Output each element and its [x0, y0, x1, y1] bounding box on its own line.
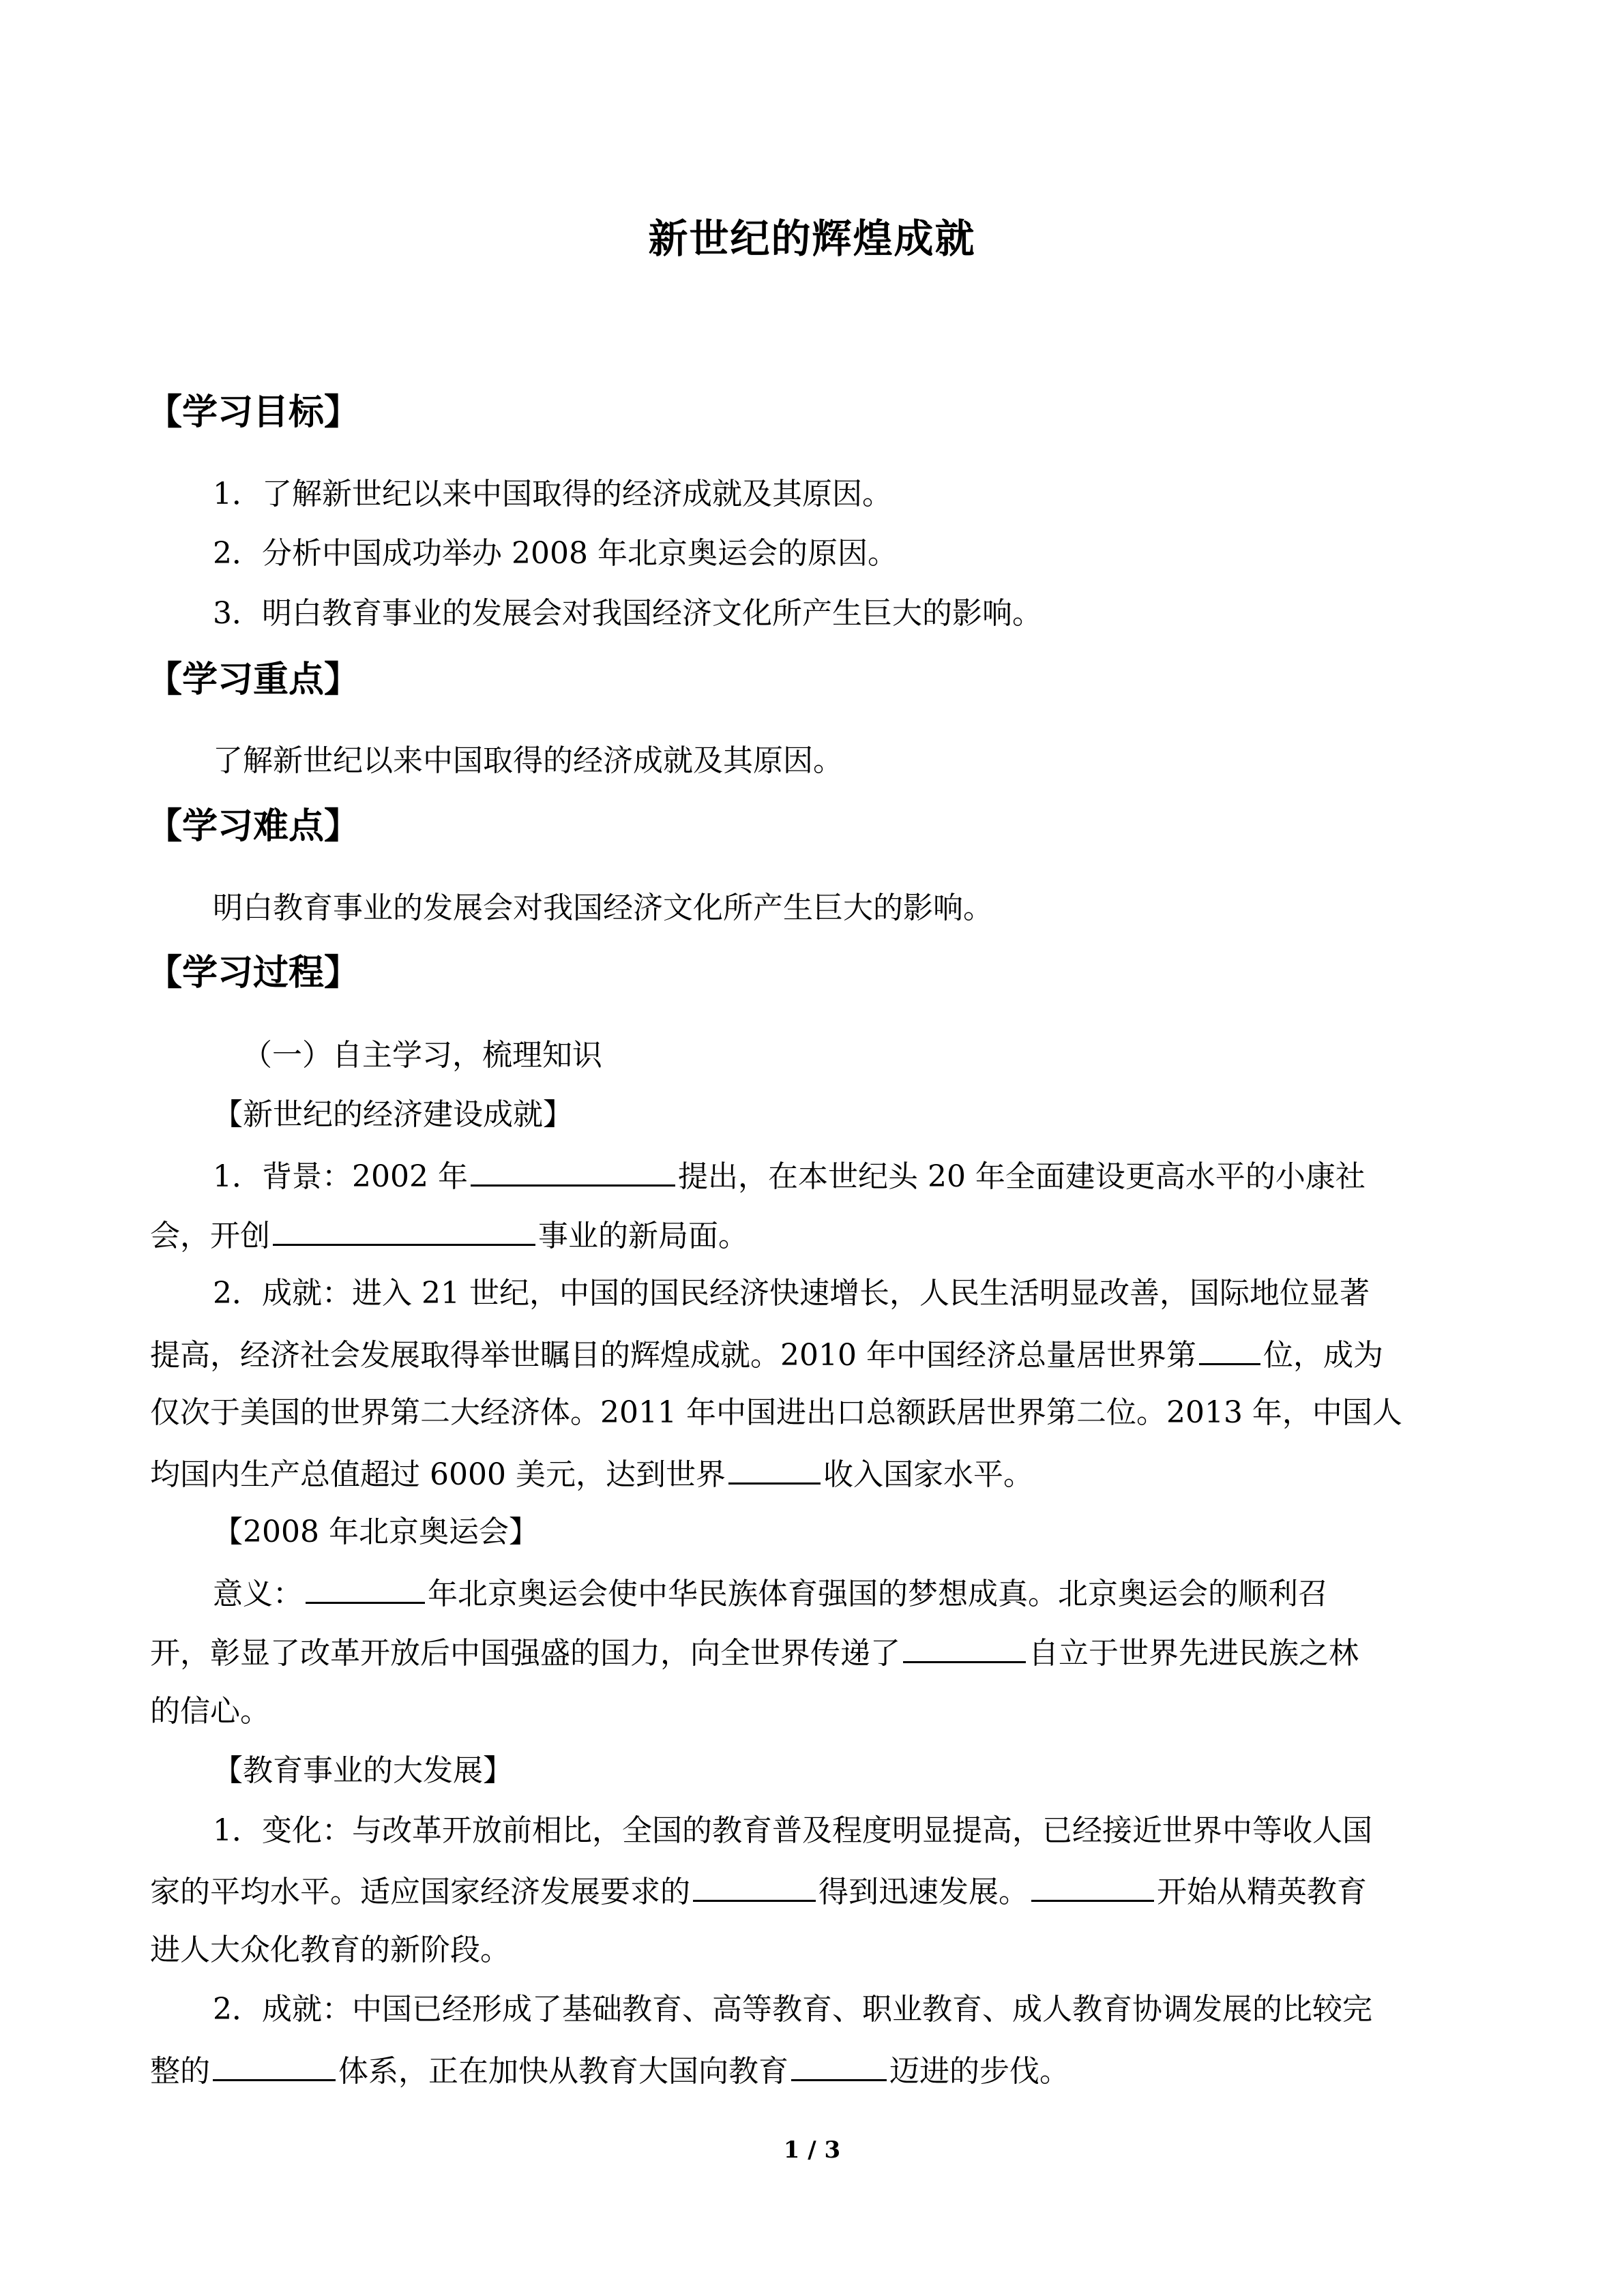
- economy-achievement-line-1: 2．成就：进入 21 世纪，中国的国民经济快速增长，人民生活明显改善，国际地位显著: [213, 1276, 1370, 1311]
- fill-blank[interactable]: [728, 1452, 821, 1485]
- text-segment: 会，开创: [150, 1219, 270, 1253]
- process-subheading: （一）自主学习，梳理知识: [242, 1038, 602, 1073]
- text-segment: 提高，经济社会发展取得举世瞩目的辉煌成就。2010 年中国经济总量居世界第: [150, 1338, 1196, 1373]
- text-segment: 收入国家水平。: [823, 1457, 1033, 1492]
- fill-blank[interactable]: [273, 1214, 535, 1246]
- fill-blank[interactable]: [1031, 1870, 1154, 1902]
- fill-blank[interactable]: [213, 2049, 336, 2081]
- document-title: 新世纪的辉煌成就: [648, 215, 976, 262]
- text-segment: 开始从精英教育: [1157, 1875, 1367, 1909]
- heading-learning-goals: 【学习目标】: [147, 392, 360, 433]
- goal-item-3: 3．明白教育事业的发展会对我国经济文化所产生巨大的影响。: [213, 596, 1042, 631]
- economy-achievement-line-2: [150, 1333, 1480, 1376]
- text-segment: 自立于世界先进民族之林: [1029, 1636, 1359, 1671]
- difficulties-text: 明白教育事业的发展会对我国经济文化所产生巨大的影响。: [213, 891, 993, 925]
- text-segment: 1．背景：2002 年: [213, 1159, 468, 1194]
- text-segment: 均国内生产总值超过 6000 美元，达到世界: [150, 1457, 726, 1492]
- economy-background-line-1: [213, 1154, 1543, 1197]
- goal-item-1: 1．了解新世纪以来中国取得的经济成就及其原因。: [213, 477, 892, 511]
- text-segment: 整的: [150, 2054, 210, 2089]
- education-change-line-2: [150, 1870, 1480, 1913]
- text-segment: 年北京奥运会使中华民族体育强国的梦想成真。北京奥运会的顺利召: [428, 1577, 1328, 1611]
- education-achievement-line-1: 2．成就：中国已经形成了基础教育、高等教育、职业教育、成人教育协调发展的比较完: [213, 1992, 1372, 2027]
- economy-achievement-line-4: [150, 1452, 1480, 1495]
- text-segment: 得到迅速发展。: [818, 1875, 1029, 1909]
- text-segment: 开，彰显了改革开放后中国强盛的国力，向全世界传递了: [150, 1636, 900, 1671]
- economy-background-line-2: [150, 1214, 1480, 1257]
- fill-blank[interactable]: [306, 1572, 425, 1604]
- fill-blank[interactable]: [903, 1631, 1026, 1663]
- education-heading: 【教育事业的大发展】: [213, 1753, 513, 1788]
- text-segment: 事业的新局面。: [538, 1219, 748, 1253]
- text-segment: 迈进的步伐。: [889, 2054, 1069, 2089]
- education-achievement-line-2: [150, 2049, 1480, 2092]
- olympics-heading: 【2008 年北京奥运会】: [213, 1515, 539, 1549]
- text-segment: 体系，正在加快从教育大国向教育: [338, 2054, 788, 2089]
- olympics-line-2: [150, 1631, 1480, 1674]
- goal-item-2: 2．分析中国成功举办 2008 年北京奥运会的原因。: [213, 536, 898, 571]
- fill-blank[interactable]: [693, 1870, 816, 1902]
- economy-heading: 【新世纪的经济建设成就】: [213, 1097, 573, 1132]
- fill-blank[interactable]: [791, 2049, 887, 2081]
- education-change-line-3: 进人大众化教育的新阶段。: [150, 1933, 510, 1967]
- page-number: 1 / 3: [783, 2136, 841, 2164]
- olympics-line-3: 的信心。: [150, 1694, 270, 1729]
- key-points-text: 了解新世纪以来中国取得的经济成就及其原因。: [213, 743, 843, 778]
- heading-difficulties: 【学习难点】: [147, 806, 360, 847]
- fill-blank[interactable]: [1199, 1333, 1260, 1365]
- olympics-line-1: [213, 1572, 1543, 1615]
- fill-blank[interactable]: [471, 1154, 675, 1187]
- text-segment: 意义：: [213, 1577, 303, 1611]
- text-segment: 家的平均水平。适应国家经济发展要求的: [150, 1875, 690, 1909]
- economy-achievement-line-3: 仅次于美国的世界第二大经济体。2011 年中国进出口总额跃居世界第二位。2013 年，中国人: [150, 1395, 1402, 1430]
- text-segment: 位，成为: [1263, 1338, 1383, 1373]
- heading-key-points: 【学习重点】: [147, 659, 360, 700]
- education-change-line-1: 1．变化：与改革开放前相比，全国的教育普及程度明显提高，已经接近世界中等收人国: [213, 1813, 1372, 1848]
- text-segment: 提出，在本世纪头 20 年全面建设更高水平的小康社: [677, 1159, 1365, 1194]
- heading-process: 【学习过程】: [147, 953, 360, 994]
